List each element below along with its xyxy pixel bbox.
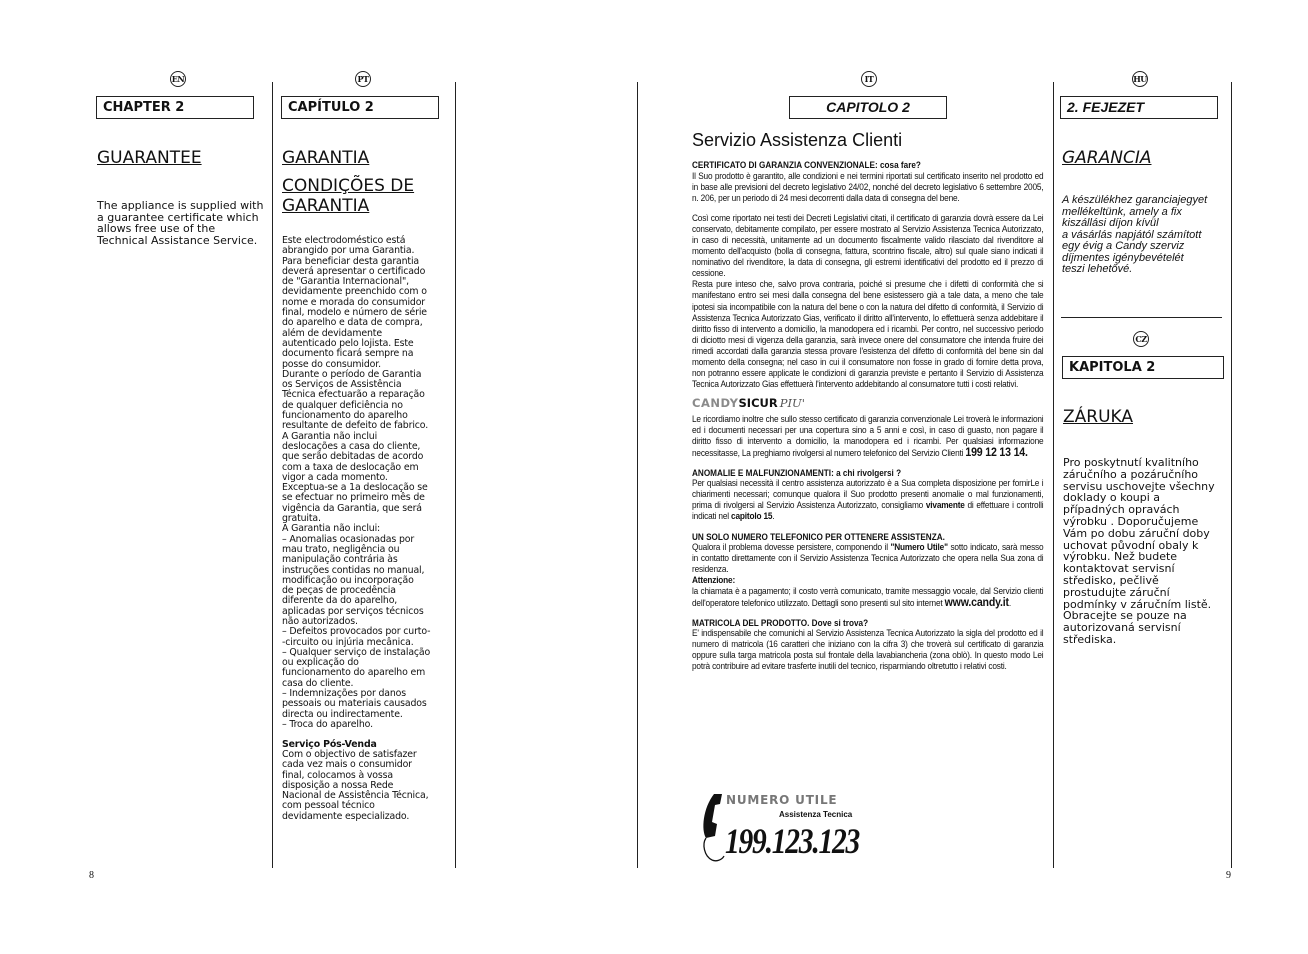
column-divider (1053, 82, 1054, 868)
paragraph: Le ricordiamo inoltre che sullo stesso certificato di garanzia convenzionale Lei troverà le informazioni ed i documenti necessari per una copertura sino a 5 anni e così, in caso di guasto, non pagare il diritto fisso di intervento a domicilio, la manodopera ed i ricambi. Per qualsiasi informazione necessitasse, La preghiamo rivolgersi al numero telefonico del Servizio Clienti 199 12 13 14. (692, 414, 1044, 459)
flag-it-icon: IT (861, 71, 877, 87)
subheading-pt: CONDIÇÕES DE GARANTIA (282, 176, 415, 216)
flag-en-icon: EN (170, 71, 186, 87)
numero-utile-logo (700, 790, 860, 865)
service-body-pt: Com o objectivo de satisfazer cada vez mais o consumidor final, colocamos à vossa disposição a nossa Rede Nacional de Assistência Técnica, com pessoal técnico devidamente especializado. (282, 749, 429, 822)
body-cz: Pro poskytnutí kvalitního záručního a pozáručního servisu uschovejte všechny doklady o koupi a případných opravách výrobku . Doporučujeme Vám po dobu záruční doby uchovat původní obaly k výrobku. Než budete kontaktovat servisní středisko, pečlivě prostudujte záruční podmínky v záručním listě. Obracejte se pouze na autorizovaná servisní střediska. (1063, 456, 1215, 646)
telephone-handset-icon (700, 792, 726, 862)
chapter-label-en: CHAPTER 2 (96, 96, 254, 119)
numero-utile-phone: 199.123.123 (725, 821, 860, 861)
page-divider (637, 82, 638, 868)
service-phone-number: 199 12 13 14. (965, 446, 1028, 459)
assistenza-tecnica-label: Assistenza Tecnica (779, 810, 853, 819)
body-en: The appliance is supplied with a guarantee certificate which allows free use of the Technical Assistance Service. (97, 199, 264, 247)
section-heading: UN SOLO NUMERO TELEFONICO PER OTTENERE ASSISTENZA. (692, 531, 945, 542)
flag-pt-icon: PT (355, 71, 371, 87)
paragraph: Per qualsiasi necessità il centro assistenza autorizzato è a Sua completa disposizione per fornirLe i chiarimenti necessari; comunque qualora il Suo prodotto presenti anomalie o mal funzionamenti, prima di rivolgersi al Servizio Assistenza Autorizzato, consigliamo vivamente di effettuare i controlli indicati nel capitolo 15. (692, 478, 1044, 522)
page-number-left: 8 (89, 870, 94, 881)
chapter-label-cz: KAPITOLA 2 (1062, 356, 1224, 379)
candysicur-logo (692, 396, 1044, 410)
chapter-label-it: CAPITOLO 2 (789, 96, 947, 119)
logo-piu-text: PIU' (779, 396, 805, 411)
heading-en: GUARANTEE (97, 148, 202, 168)
chapter-label-hu: 2. FEJEZET (1060, 96, 1218, 119)
page-number-right: 9 (1226, 870, 1231, 881)
section-heading: CERTIFICATO DI GARANZIA CONVENZIONALE: cosa fare? (692, 160, 921, 170)
website-link[interactable]: www.candy.it (944, 596, 1009, 609)
paragraph: Qualora il problema dovesse persistere, componendo il "Numero Utile" sotto indicato, sarà messo in contatto direttamente con il Servizio Assistenza Tecnica Autorizzato che opera nella Sua zona di residenza. (692, 542, 1044, 575)
body-pt: Este electrodoméstico está abrangido por uma Garantia. Para beneficiar desta garantia deverá apresentar o certificado de "Garantia Internacional", devidamente preenchido com o nome e morada do consumidor final, modelo e número de série do aparelho e data de compra, além de devidamente autenticado pelo lojista. Este documento ficará sempre na posse do consumidor. Durante o período de Garantia os Serviços de Assistência Técnica efectuarão a reparação de qualquer deficiência no funcionamento do aparelho resultante de defeito de fabrico. A Garantia não inclui deslocações a casa do cliente, que serão debitadas de acordo com a taxa de deslocação em vigor a cada momento. Exceptua-se a 1a deslocação se se efectuar no primeiro mês de vigência da Garantia, que será gratuita. A Garantia não inclui: – Anomalias ocasionadas por mau trato, negligência ou manipulação contrária às instruções contidas no manual, modificação ou incorporação de peças de procedência diferente da do aparelho, aplicadas por serviços técnicos não autorizados. – Defeitos provocados por curto- -circuito ou injúria mecânica. – Qualquer serviço de instalação ou explicação do funcionamento do aparelho em casa do cliente. – Indemnizações por danos pessoais ou materiais causados directa ou indirectamente. – Troca do aparelho. (282, 235, 431, 730)
section-divider (1061, 317, 1222, 318)
paragraph: Il Suo prodotto è garantito, alle condizioni e nei termini riportati sul certificato inserito nel prodotto ed in base alle previsioni del decreto legislativo 24/02, nonché del decreto legislativo 6 settembre 2005, n. 206, per un periodo di 24 mesi decorrenti dalla data di consegna del bene. (692, 170, 1044, 203)
body-hu: A készülékhez garanciajegyet mellékeltünk, amely a fix kiszállási díjon kívül a vásárlás napjától számított egy évig a Candy szerviz díjmentes igénybevételét teszi lehetővé. (1062, 194, 1208, 275)
section-heading: ANOMALIE E MALFUNZIONAMENTI: a chi rivolgersi ? (692, 467, 902, 478)
heading-cz: ZÁRUKA (1063, 407, 1134, 427)
attention-label: Attenzione: (692, 575, 736, 586)
chapter-label-pt: CAPÍTULO 2 (281, 96, 439, 119)
paragraph: Così come riportato nei testi dei Decreti Legislativi citati, il certificato di garanzia dovrà essere da Lei conservato, debitamente compilato, per essere mostrato al Servizio Assistenza Tecnica Autorizzato, in caso di necessità, unitamente ad un documento fiscalmente valido rilasciato dal rivenditore al momento dell'acquisto (bolla di consegna, fattura, scontrino fiscale, altro) sul quale siano indicati il nominativo del rivenditore, la data di consegna, gli estremi identificativi del prodotto ed il prezzo di cessione. (692, 212, 1044, 279)
section-heading: MATRICOLA DEL PRODOTTO. Dove si trova? (692, 617, 869, 628)
numero-utile-label: NUMERO UTILE (726, 793, 838, 807)
paragraph: la chiamata è a pagamento; il costo verrà comunicato, tramite messaggio vocale, dal Servizio clienti dell'operatore telefonico utilizzato. Dettagli sono presenti sul sito internet www.candy.it. (692, 586, 1044, 609)
italian-text-column (692, 130, 1044, 672)
heading-hu: GARANCIA (1062, 148, 1152, 168)
paragraph: Resta pure inteso che, salvo prova contraria, poiché si presume che i difetti di conformità che si manifestano entro sei mesi dalla consegna del bene esistessero già a tale data, a meno che tale ipotesi sia incompatibile con la natura del bene o con la natura del difetto di conformità, il Servizio di Assistenza Tecnica Autorizzato Gias, verificato il diritto all'intervento, lo effettuerà senza addebitare il diritto fisso di intervento a domicilio, la manodopera ed i ricambi. Per contro, nel successivo periodo di diciotto mesi di vigenza della garanzia, sarà invece onere del consumatore che intenda fruire dei rimedi accordati dalla garanzia stessa provare l'esistenza del difetto di conformità del bene sin dal momento della consegna; nel caso in cui il consumatore non fosse in grado di fornire detta prova, non potranno essere applicate le condizioni di garanzia previste e pertanto il Servizio di Assistenza Tecnica Autorizzato Gias effettuerà l'intervento addebitando al consumatore tutti i costi relativi. (692, 279, 1044, 390)
column-divider (272, 82, 273, 868)
paragraph: E' indispensabile che comunichi al Servizio Assistenza Tecnica Autorizzato la sigla del prodotto ed il numero di matricola (16 caratteri che iniziano con la cifra 3) che troverà sul certificato di garanzia oppure sulla targa matricola posta sul frontale della lavabiancheria (zona oblò). In questo modo Lei potrà contribuire ad evitare trasferte inutili del tecnico, risparmiando oltretutto i relativi costi. (692, 628, 1044, 672)
flag-hu-icon: HU (1132, 71, 1148, 87)
flag-cz-icon: CZ (1133, 331, 1149, 347)
page-title: Servizio Assistenza Clienti (692, 130, 903, 150)
service-heading-pt: Serviço Pós-Venda (282, 739, 377, 750)
logo-candy-text: CANDY (692, 396, 739, 411)
heading-pt: GARANTIA (282, 148, 370, 168)
column-divider (1231, 82, 1232, 868)
logo-sicur-text: SICUR (738, 396, 778, 411)
column-divider (455, 82, 456, 868)
